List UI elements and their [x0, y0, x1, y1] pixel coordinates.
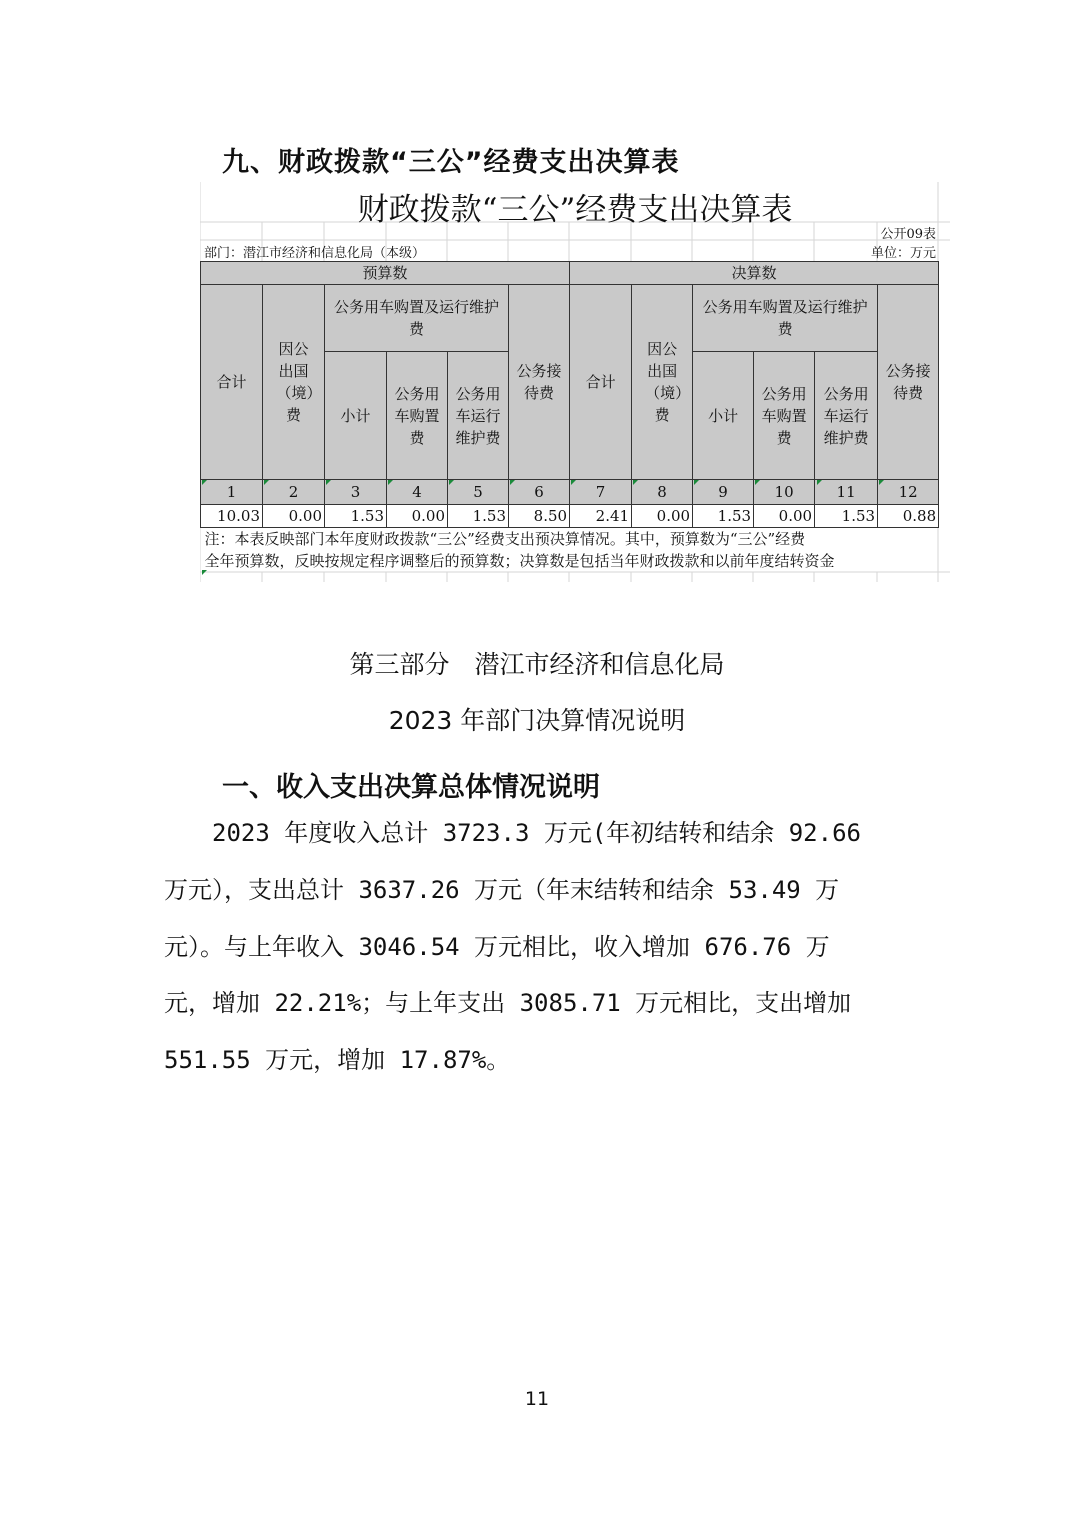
cell-marker-icon: [571, 480, 576, 485]
budget-subtotal-header: 小计: [325, 352, 387, 480]
form-number: 公开09表: [880, 227, 936, 242]
budget-reception-header: 公务接待费: [509, 285, 570, 480]
value-cell: 8.50: [509, 505, 570, 528]
cell-marker-icon: [449, 480, 454, 485]
column-number: 12: [878, 480, 939, 505]
part-title-line1: 第三部分 潜江市经济和信息化局: [349, 650, 725, 679]
cell-marker-icon: [694, 480, 699, 485]
column-number: 2: [263, 480, 325, 505]
paragraph-line: 元，增加 22.21%；与上年支出 3085.71 万元相比，支出增加: [164, 989, 852, 1017]
value-cell: 0.88: [878, 505, 939, 528]
column-number: 9: [693, 480, 754, 505]
value-cell: 0.00: [387, 505, 448, 528]
heading-income-expense: 一、收入支出决算总体情况说明: [222, 772, 600, 803]
budget-abroad-header: 因公出国（境）费: [263, 285, 325, 480]
value-cell: 0.00: [263, 505, 325, 528]
column-number: 1: [201, 480, 263, 505]
final-vehicle-header: 公务用车购置及运行维护费: [693, 285, 878, 352]
value-cell: 0.00: [632, 505, 693, 528]
final-subtotal-header: 小计: [693, 352, 754, 480]
cell-marker-icon: [202, 480, 207, 485]
final-reception-header: 公务接待费: [878, 285, 939, 480]
paragraph-line: 元）。与上年收入 3046.54 万元相比，收入增加 676.76 万: [164, 933, 830, 961]
column-number: 3: [325, 480, 387, 505]
final-total-header: 合计: [570, 285, 632, 480]
value-cell: 1.53: [325, 505, 387, 528]
cell-marker-icon: [264, 480, 269, 485]
section-heading: 九、财政拨款“三公”经费支出决算表: [222, 147, 680, 178]
table-title: 财政拨款“三公”经费支出决算表: [357, 192, 793, 228]
value-cell: 0.00: [754, 505, 815, 528]
budget-vehicle-header: 公务用车购置及运行维护费: [325, 285, 509, 352]
cell-marker-icon: [510, 480, 515, 485]
cell-marker-icon: [388, 480, 393, 485]
paragraph-line: 551.55 万元，增加 17.87%。: [164, 1046, 511, 1074]
paragraph-line: 2023 年度收入总计 3723.3 万元(年初结转和结余 92.66: [164, 819, 861, 847]
final-abroad-header: 因公出国（境）费: [632, 285, 693, 480]
column-number: 7: [570, 480, 632, 505]
value-cell: 1.53: [815, 505, 878, 528]
department-label: 部门：潜江市经济和信息化局（本级）: [204, 246, 426, 261]
value-cell: 10.03: [201, 505, 263, 528]
column-number: 4: [387, 480, 448, 505]
table-note: 注：本表反映部门本年度财政拨款“三公”经费支出预决算情况。其中，预算数为“三公”经费 全年预算数，反映按规定程序调整后的预算数；决算数是包括当年财政拨款和以前年度结转资金: [201, 528, 939, 575]
column-number: 8: [632, 480, 693, 505]
column-number: 10: [754, 480, 815, 505]
cell-marker-icon: [879, 480, 884, 485]
paragraph-line: 万元），支出总计 3637.26 万元（年末结转和结余 53.49 万: [164, 876, 840, 904]
value-cell: 2.41: [570, 505, 632, 528]
column-number: 11: [815, 480, 878, 505]
three-public-expenses-table: [200, 261, 939, 574]
budget-total-header: 合计: [201, 285, 263, 480]
budget-purchase-header: 公务用车购置费: [387, 352, 448, 480]
cell-marker-icon: [202, 570, 207, 575]
cell-marker-icon: [817, 480, 822, 485]
cell-marker-icon: [326, 480, 331, 485]
unit-label: 单位：万元: [870, 246, 936, 261]
column-number: 6: [509, 480, 570, 505]
cell-marker-icon: [755, 480, 760, 485]
value-cell: 1.53: [448, 505, 509, 528]
final-operation-header: 公务用车运行维护费: [815, 352, 878, 480]
value-cell: 1.53: [693, 505, 754, 528]
budget-operation-header: 公务用车运行维护费: [448, 352, 509, 480]
part-title-line2: 2023 年部门决算情况说明: [388, 706, 686, 735]
final-group-header: 决算数: [570, 262, 939, 285]
budget-group-header: 预算数: [201, 262, 570, 285]
cell-marker-icon: [633, 480, 638, 485]
column-number: 5: [448, 480, 509, 505]
page-number: 11: [524, 1388, 550, 1410]
final-purchase-header: 公务用车购置费: [754, 352, 815, 480]
